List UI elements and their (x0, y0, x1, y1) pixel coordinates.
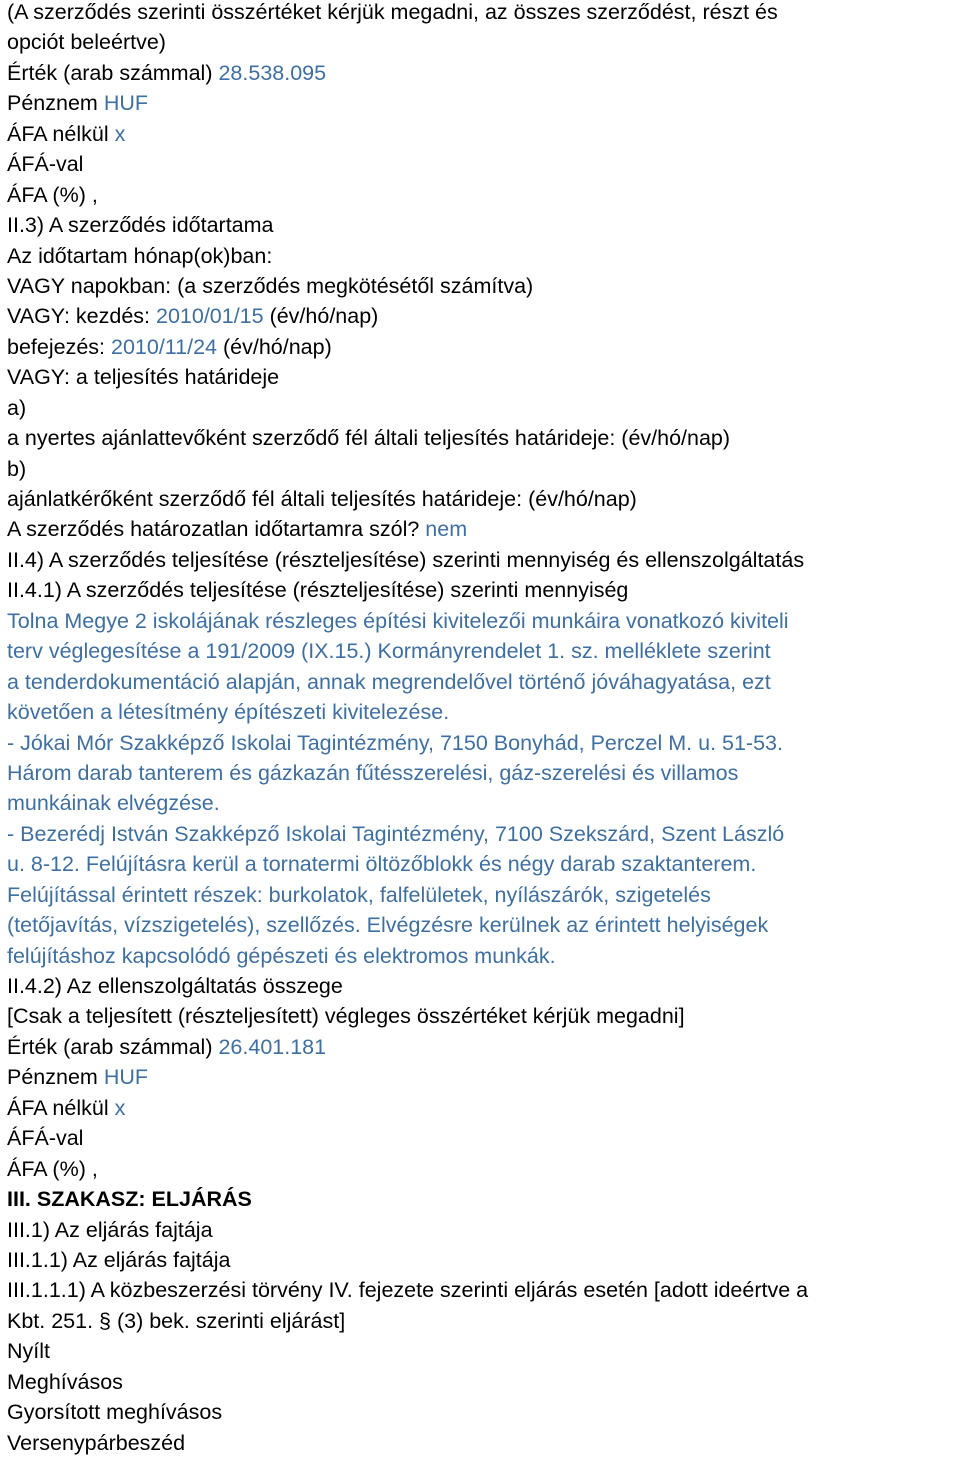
line-label: II.4.1) A szerződés teljesítése (részteljesítése) szerinti mennyiség (7, 578, 629, 603)
document-line (7, 1245, 960, 1275)
line-value: Tolna Megye 2 iskolájának részleges építési kivitelezői munkáira vonatkozó kiviteli (7, 608, 789, 633)
document-line (7, 1123, 960, 1153)
document-line (7, 575, 960, 605)
line-label: VAGY: kezdés: (7, 304, 156, 329)
line-value: 2010/01/15 (155, 304, 264, 329)
document-line (7, 606, 960, 636)
document-line (7, 1367, 960, 1397)
document-line (7, 1215, 960, 1245)
document-line (7, 271, 960, 301)
document-line (7, 1275, 960, 1305)
line-value: x (114, 121, 126, 146)
document-line (7, 180, 960, 210)
document-line (7, 941, 960, 971)
document-line (7, 393, 960, 423)
line-value: 2010/11/24 (110, 334, 217, 359)
line-label: befejezés: (7, 334, 111, 359)
document-line (7, 1032, 960, 1062)
line-value: HUF (103, 91, 148, 116)
line-value: Három darab tanterem és gázkazán fűtésszerelési, gáz-szerelési és villamos (7, 760, 739, 785)
line-label: VAGY: a teljesítés határideje (7, 365, 280, 390)
document-line (7, 788, 960, 818)
document-line (7, 1154, 960, 1184)
line-value: 26.401.181 (218, 1034, 327, 1059)
line-label: Versenypárbeszéd (7, 1430, 186, 1455)
line-label: ÁFA (%) , (7, 1156, 98, 1181)
line-label: [Csak a teljesített (részteljesített) végleges összértéket kérjük megadni] (7, 1004, 685, 1029)
line-value: a tenderdokumentáció alapján, annak megrendelővel történő jóváhagyatása, ezt (7, 669, 771, 694)
line-value: u. 8-12. Felújításra kerül a tornatermi öltözőblokk és négy darab szaktanterem. (7, 852, 757, 877)
line-label: Nyílt (7, 1339, 50, 1364)
line-label: Érték (arab számmal) (7, 1034, 219, 1059)
line-label: a nyertes ajánlattevőként szerződő fél általi teljesítés határideje: (év/hó/nap) (7, 426, 731, 451)
line-suffix: (év/hó/nap) (263, 304, 379, 329)
document-line (7, 301, 960, 331)
document-line (7, 1428, 960, 1458)
line-label: VAGY napokban: (a szerződés megkötésétől számítva) (7, 273, 534, 298)
line-label: Érték (arab számmal) (7, 60, 219, 85)
line-value: felújításhoz kapcsolódó gépészeti és elektromos munkák. (7, 943, 556, 968)
document-line (7, 149, 960, 179)
document-line (7, 1001, 960, 1031)
line-value: HUF (103, 1065, 148, 1090)
document-line (7, 910, 960, 940)
line-label: III.1.1.1) A közbeszerzési törvény IV. fejezete szerinti eljárás esetén [adott ideértve a (7, 1278, 809, 1303)
line-value: terv véglegesítése a 191/2009 (IX.15.) Kormányrendelet 1. sz. melléklete szerint (7, 639, 771, 664)
line-label: ÁFÁ-val (7, 152, 84, 177)
line-label: Meghívásos (7, 1369, 123, 1394)
document-line (7, 697, 960, 727)
line-value: Felújítással érintett részek: burkolatok, falfelületek, nyílászárók, szigetelés (7, 882, 711, 907)
line-value: követően a létesítmény építészeti kivitelezése. (7, 700, 450, 725)
line-value: (tetőjavítás, vízszigetelés), szellőzés. Elvégzésre kerülnek az érintett helyiségek (7, 913, 769, 938)
line-label: III. SZAKASZ: ELJÁRÁS (7, 1187, 252, 1212)
line-label: a) (7, 395, 27, 420)
document-line (7, 241, 960, 271)
document-line (7, 58, 960, 88)
line-label: Pénznem (7, 91, 104, 116)
document-line (7, 0, 960, 27)
document-line (7, 27, 960, 57)
line-label: Gyorsított meghívásos (7, 1400, 223, 1425)
line-label: (A szerződés szerinti összértéket kérjük megadni, az összes szerződést, részt és (7, 0, 778, 24)
document-line (7, 1306, 960, 1336)
line-label: III.1) Az eljárás fajtája (7, 1217, 213, 1242)
document-line (7, 1062, 960, 1092)
line-label: II.4.2) Az ellenszolgáltatás összege (7, 974, 343, 998)
document-line (7, 88, 960, 118)
document-line (7, 971, 960, 1001)
line-label: Kbt. 251. § (3) bek. szerinti eljárást] (7, 1308, 346, 1333)
document-line (7, 636, 960, 666)
line-label: ÁFA nélkül (7, 1095, 115, 1120)
line-value: - Jókai Mór Szakképző Iskolai Tagintézmény, 7150 Bonyhád, Perczel M. u. 51-53. (7, 730, 783, 755)
document-line (7, 514, 960, 544)
document-line (7, 819, 960, 849)
line-label: Az időtartam hónap(ok)ban: (7, 243, 273, 268)
document-line (7, 728, 960, 758)
document-line (7, 1093, 960, 1123)
document-line (7, 880, 960, 910)
document-line (7, 1397, 960, 1427)
line-label: II.4) A szerződés teljesítése (részteljesítése) szerinti mennyiség és ellenszolgáltatás (7, 547, 805, 572)
document-line (7, 119, 960, 149)
document-line (7, 210, 960, 240)
document-line (7, 545, 960, 575)
line-label: ajánlatkérőként szerződő fél általi teljesítés határideje: (év/hó/nap) (7, 487, 637, 511)
line-label: III.1.1) Az eljárás fajtája (7, 1247, 231, 1272)
line-value: 28.538.095 (218, 60, 327, 85)
line-label: A szerződés határozatlan időtartamra szól? (7, 517, 426, 542)
line-label: opciót beleértve) (7, 30, 166, 55)
document-line (7, 849, 960, 879)
document-line (7, 758, 960, 788)
line-label: ÁFÁ-val (7, 1126, 84, 1151)
line-label: Pénznem (7, 1065, 104, 1090)
document-line (7, 484, 960, 514)
document-line (7, 423, 960, 453)
document-line (7, 454, 960, 484)
line-value: - Bezerédj István Szakképző Iskolai Tagintézmény, 7100 Szekszárd, Szent László (7, 821, 785, 846)
line-value: x (114, 1095, 126, 1120)
line-label: b) (7, 456, 27, 481)
line-label: II.3) A szerződés időtartama (7, 213, 274, 238)
line-value: nem (425, 517, 468, 542)
line-suffix: (év/hó/nap) (217, 334, 332, 359)
document-line (7, 332, 960, 362)
line-value: munkáinak elvégzése. (7, 791, 220, 816)
document-line (7, 1184, 960, 1214)
line-label: ÁFA (%) , (7, 182, 98, 207)
document-line (7, 362, 960, 392)
line-label: ÁFA nélkül (7, 121, 115, 146)
document-line (7, 667, 960, 697)
document-line (7, 1336, 960, 1366)
